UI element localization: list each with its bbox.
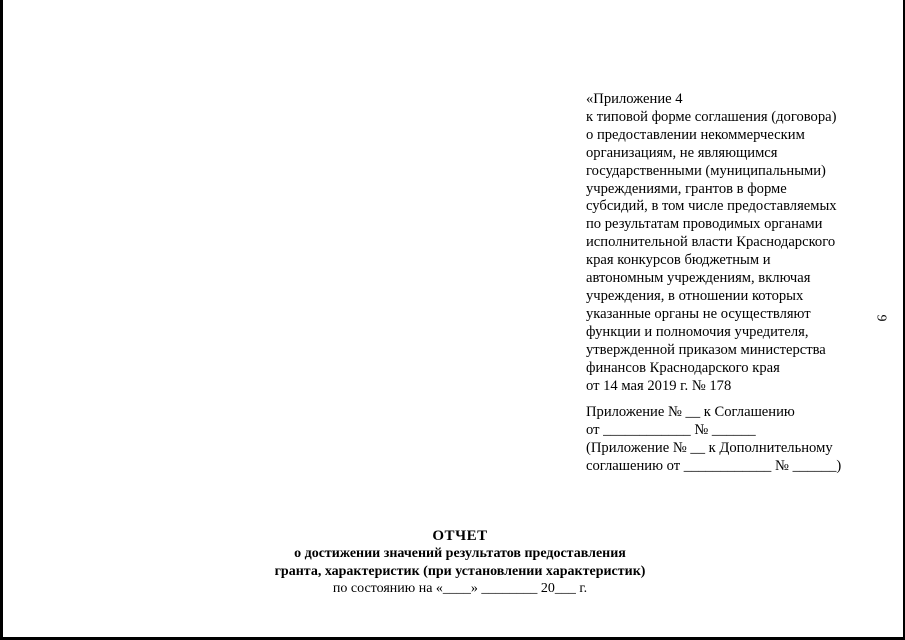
appendix-header-line: исполнительной власти Краснодарского [586,234,836,251]
appendix-header-line: «Приложение 4 [586,91,683,107]
appendix-header-line: о предоставлении некоммерческим [586,126,805,143]
appendix-header-line: субсидий, в том числе предоставляемых [586,198,837,215]
appendix-header [586,91,886,395]
report-title-block [200,527,720,598]
agreement-reference [586,404,886,476]
agreement-reference-line: (Приложение № __ к Дополнительному [586,439,833,456]
appendix-header-line: автономным учреждениям, включая [586,270,811,287]
appendix-header-line: края конкурсов бюджетным и [586,252,771,269]
report-title: ОТЧЕТ [432,528,488,544]
appendix-header-line: к типовой форме соглашения (договора) [586,108,837,125]
agreement-reference-line: Приложение № __ к Соглашению [586,404,795,420]
report-date-line: по состоянию на «____» ________ 20___ г. [332,581,588,596]
report-subtitle-line: о достижении значений результатов предоставления [294,546,626,561]
scan-edge-left [0,0,3,640]
appendix-header-line: указанные органы не осуществляют [586,305,811,322]
agreement-reference-line: от ____________ № ______ [586,421,756,438]
report-subtitle-line: гранта, характеристик (при установлении характеристик) [274,563,646,579]
appendix-header-line: государственными (муниципальными) [586,162,826,179]
appendix-header-line: по результатам проводимых органами [586,216,823,233]
appendix-header-line: финансов Краснодарского края [586,359,780,376]
appendix-header-line: учреждения, в отношении которых [586,287,804,304]
appendix-header-line: учреждениями, грантов в форме [586,180,787,197]
appendix-header-line: утвержденной приказом министерства [586,341,826,358]
page-number: 9 [873,314,889,322]
appendix-header-line: от 14 мая 2019 г. № 178 [586,377,732,394]
agreement-reference-line: соглашению от ____________ № ______) [586,457,842,474]
appendix-header-line: функции и полномочия учредителя, [586,323,809,340]
appendix-header-line: организациям, не являющимся [586,144,778,161]
